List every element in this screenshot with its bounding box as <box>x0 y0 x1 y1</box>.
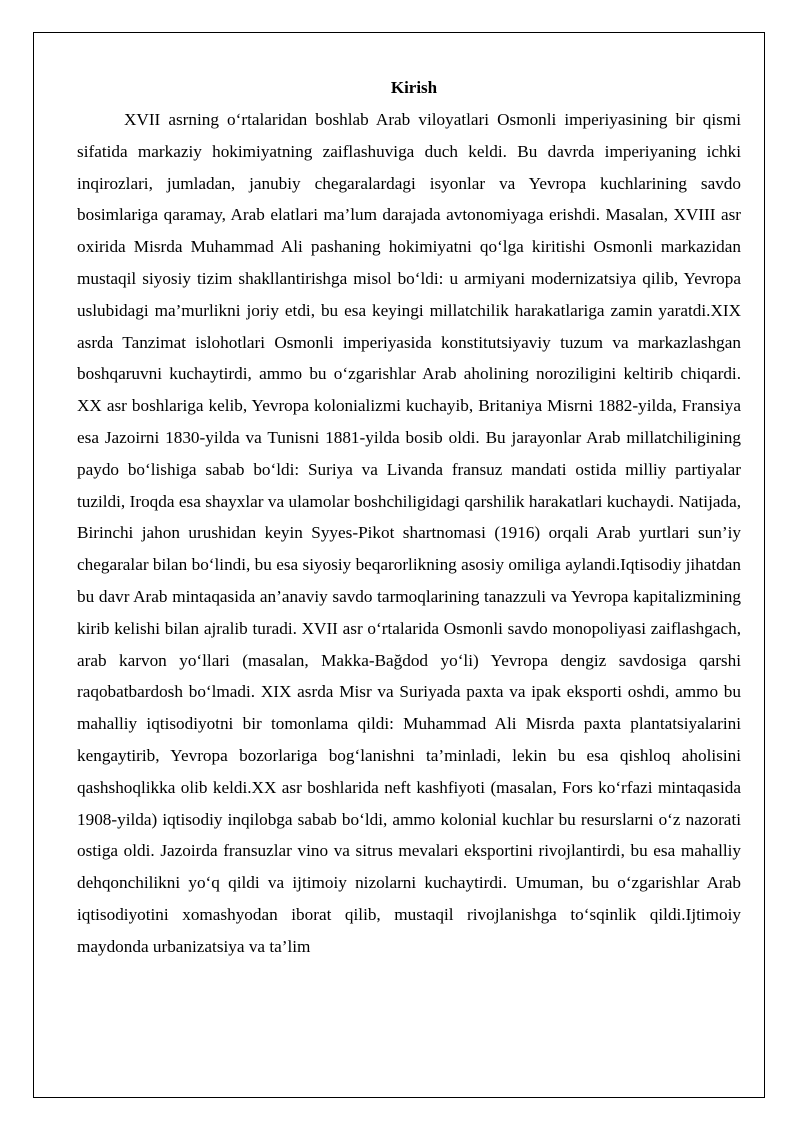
document-title: Kirish <box>390 78 438 97</box>
document-content <box>77 72 741 963</box>
body-paragraph: XVII asrning o‘rtalaridan boshlab Arab viloyatlari Osmonli imperiyasining bir qismi sifatida markaziy hokimiyatning zaiflashuviga duch keldi. Bu davrda imperiyaning ichki inqirozlari, jumladan, janubiy chegaralardagi isyonlar va Yevropa kuchlarining savdo bosimlariga qaramay, Arab elatlari ma’lum darajada avtonomiyaga erishdi. Masalan, XVIII asr oxirida Misrda Muhammad Ali pashaning hokimiyatni qo‘lga kiritishi Osmonli markazidan mustaqil siyosiy tizim shakllantirishga misol bo‘ldi: u armiyani modernizatsiya qilib, Yevropa uslubidagi ma’murlikni joriy etdi, bu esa keyingi millatchilik harakatlariga zamin yaratdi.XIX asrda Tanzimat islohotlari Osmonli imperiyasida konstitutsiyaviy tuzum va markazlashgan boshqaruvni kuchaytirdi, ammo bu o‘zgarishlar Arab aholining noroziligini keltirib chiqardi. XX asr boshlariga kelib, Yevropa kolonializmi kuchayib, Britaniya Misrni 1882-yilda, Fransiya esa Jazoirni 1830-yilda va Tunisni 1881-yilda bosib oldi. Bu jarayonlar Arab millatchiligining paydo bo‘lishiga sabab bo‘ldi: Suriya va Livanda fransuz mandati ostida milliy partiyalar tuzildi, Iroqda esa shayxlar va ulamolar boshchiligidagi qarshilik harakatlari kuchaydi. Natijada, Birinchi jahon urushidan keyin Syyes-Pikot shartnomasi (1916) orqali Arab yurtlari sun’iy chegaralar bilan bo‘lindi, bu esa siyosiy beqarorlikning asosiy omiliga aylandi.Iqtisodiy jihatdan bu davr Arab mintaqasida an’anaviy savdo tarmoqlarining tanazzuli va Yevropa kapitalizmining kirib kelishi bilan ajralib turadi. XVII asr o‘rtalarida Osmonli savdo monopoliyasi zaiflashgach, arab karvon yo‘llari (masalan, Makka-Bağdod yo‘li) Yevropa dengiz savdosiga qarshi raqobatbardosh bo‘lmadi. XIX asrda Misr va Suriyada paxta va ipak eksporti oshdi, ammo bu mahalliy iqtisodiyotni bir tomonlama qildi: Muhammad Ali Misrda paxta plantatsiyalarini kengaytirib, Yevropa bozorlariga bog‘lanishni ta’minladi, lekin bu esa qishloq aholisini qashshoqlikka olib keldi.XX asr boshlarida neft kashfiyoti (masalan, Fors ko‘rfazi mintaqasida 1908-yilda) iqtisodiy inqilobga sabab bo‘ldi, ammo kolonial kuchlar bu resurslarni o‘z nazorati ostiga oldi. Jazoirda fransuzlar vino va sitrus mevalari eksportini rivojlantirdi, bu esa mahalliy dehqonchilikni yo‘q qildi va ijtimoiy nizolarni kuchaytirdi. Umuman, bu o‘zgarishlar Arab iqtisodiyotini xomashyodan iborat qilib, mustaqil rivojlanishga to‘sqinlik qildi.Ijtimoiy maydonda urbanizatsiya va ta’lim <box>77 110 741 956</box>
